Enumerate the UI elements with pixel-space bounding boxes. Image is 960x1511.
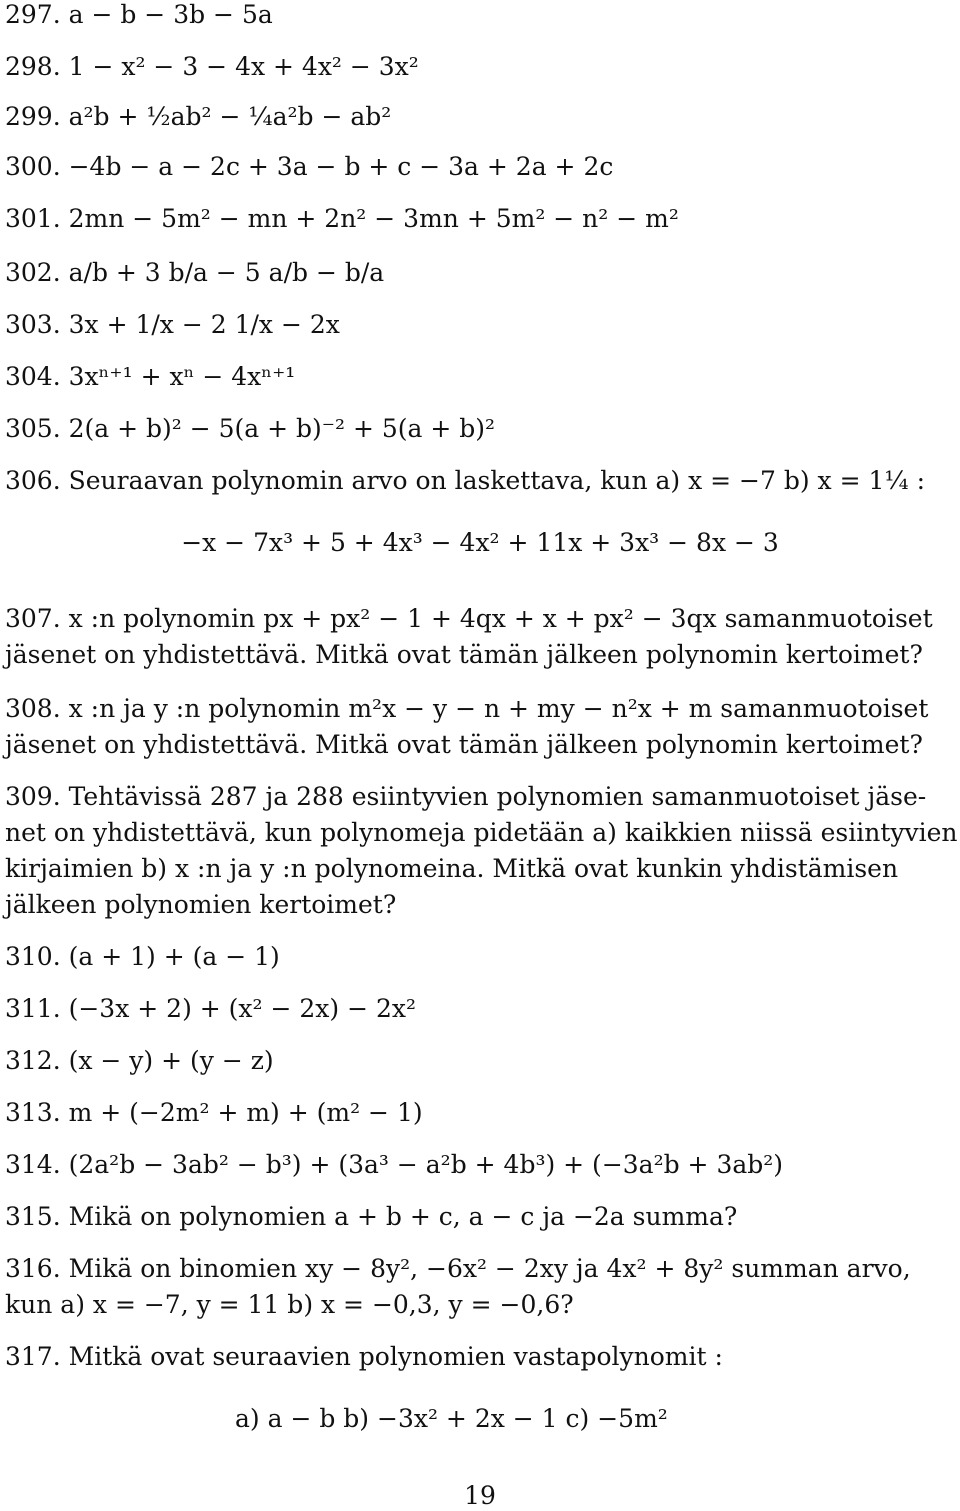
exercise-298: 298. 1 − x² − 3 − 4x + 4x² − 3x² xyxy=(5,52,419,81)
exercise-311: 311. (−3x + 2) + (x² − 2x) − 2x² xyxy=(5,994,416,1023)
exercise-317: 317. Mitkä ovat seuraavien polynomien vastapolynomit : xyxy=(5,1342,723,1371)
exercise-299: 299. a²b + ½ab² − ¼a²b − ab² xyxy=(5,102,392,131)
exercise-302: 302. a/b + 3 b/a − 5 a/b − b/a xyxy=(5,258,385,287)
exercise-315: 315. Mikä on polynomien a + b + c, a − c ja −2a summa? xyxy=(5,1202,738,1231)
exercise-300: 300. −4b − a − 2c + 3a − b + c − 3a + 2a + 2c xyxy=(5,152,614,181)
exercise-313: 313. m + (−2m² + m) + (m² − 1) xyxy=(5,1098,423,1127)
exercise-306-expression: −x − 7x³ + 5 + 4x³ − 4x² + 11x + 3x³ − 8x − 3 xyxy=(181,528,779,557)
exercise-309-line-1: 309. Tehtävissä 287 ja 288 esiintyvien polynomien samanmuotoiset jäse- xyxy=(5,782,927,811)
exercise-307-line-2: jäsenet on yhdistettävä. Mitkä ovat tämän jälkeen polynomin kertoimet? xyxy=(5,640,923,669)
exercise-314: 314. (2a²b − 3ab² − b³) + (3a³ − a²b + 4b³) + (−3a²b + 3ab²) xyxy=(5,1150,784,1179)
page-number: 19 xyxy=(464,1481,496,1510)
exercise-312: 312. (x − y) + (y − z) xyxy=(5,1046,274,1075)
exercise-305: 305. 2(a + b)² − 5(a + b)⁻² + 5(a + b)² xyxy=(5,414,496,443)
exercise-307-line-1: 307. x :n polynomin px + px² − 1 + 4qx + x + px² − 3qx samanmuotoiset xyxy=(5,604,933,633)
exercise-309-line-2: net on yhdistettävä, kun polynomeja pidetään a) kaikkien niissä esiintyvien xyxy=(5,818,958,847)
exercise-308-line-2: jäsenet on yhdistettävä. Mitkä ovat tämän jälkeen polynomin kertoimet? xyxy=(5,730,923,759)
exercise-304: 304. 3xⁿ⁺¹ + xⁿ − 4xⁿ⁺¹ xyxy=(5,362,296,391)
exercise-309-line-3: kirjaimien b) x :n ja y :n polynomeina. Mitkä ovat kunkin yhdistämisen xyxy=(5,854,899,883)
exercise-306: 306. Seuraavan polynomin arvo on laskettava, kun a) x = −7 b) x = 1¼ : xyxy=(5,466,926,495)
exercise-297: 297. a − b − 3b − 5a xyxy=(5,0,273,29)
exercise-316-line-1: 316. Mikä on binomien xy − 8y², −6x² − 2xy ja 4x² + 8y² summan arvo, xyxy=(5,1254,911,1283)
exercise-303: 303. 3x + 1/x − 2 1/x − 2x xyxy=(5,310,340,339)
exercise-301: 301. 2mn − 5m² − mn + 2n² − 3mn + 5m² − n² − m² xyxy=(5,204,679,233)
exercise-316-line-2: kun a) x = −7, y = 11 b) x = −0,3, y = −0,6? xyxy=(5,1290,574,1319)
exercise-310: 310. (a + 1) + (a − 1) xyxy=(5,942,280,971)
exercise-317-items: a) a − b b) −3x² + 2x − 1 c) −5m² xyxy=(235,1404,668,1433)
exercise-308-line-1: 308. x :n ja y :n polynomin m²x − y − n + my − n²x + m samanmuotoiset xyxy=(5,694,929,723)
exercise-309-line-4: jälkeen polynomien kertoimet? xyxy=(5,890,397,919)
